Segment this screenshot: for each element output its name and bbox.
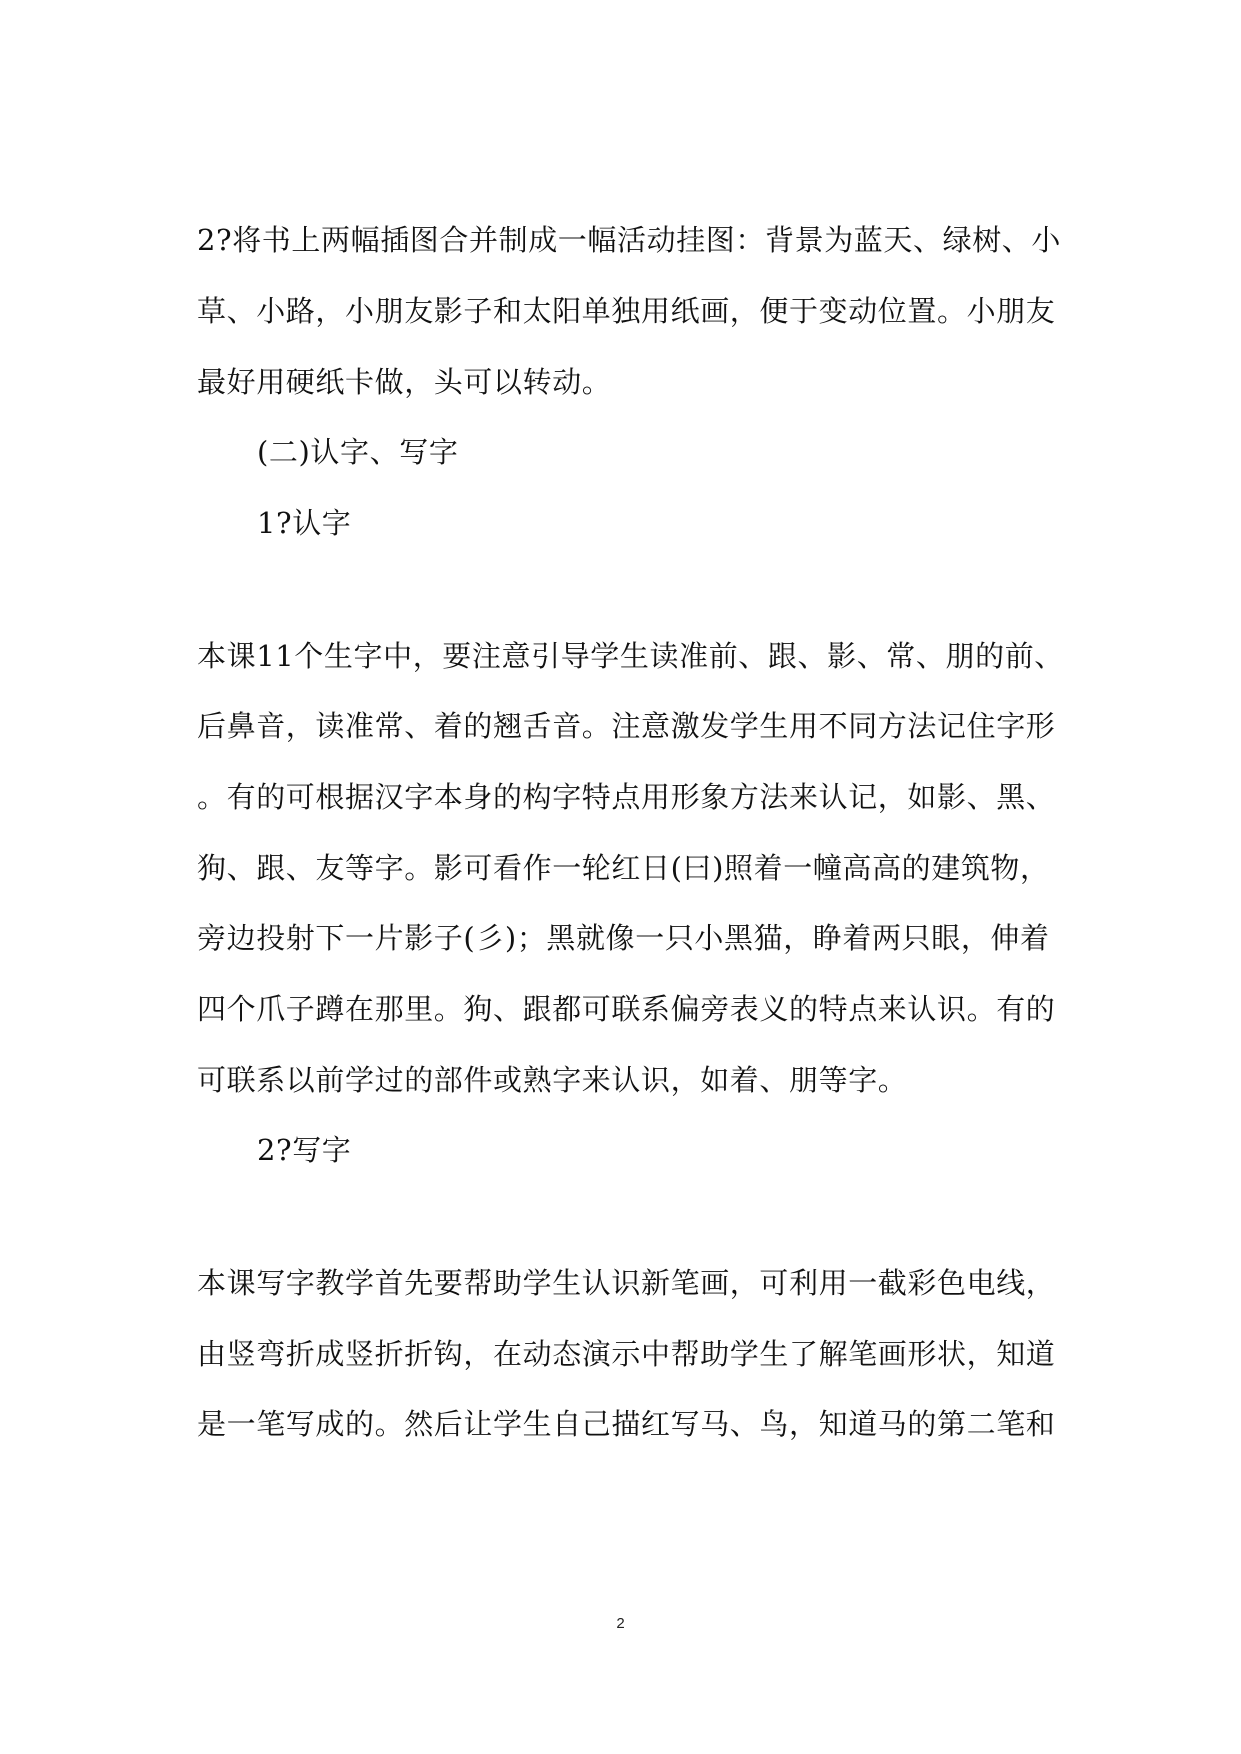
paragraph-line: 可联系以前学过的部件或熟字来认识，如着、朋等字。 <box>197 1063 908 1097</box>
paragraph-line: 狗、跟、友等字。影可看作一轮红日(曰)照着一幢高高的建筑物， <box>197 851 1050 885</box>
paragraph-line: 草、小路，小朋友影子和太阳单独用纸画，便于变动位置。小朋友 <box>197 294 1056 328</box>
paragraph-line: 由竖弯折成竖折折钩，在动态演示中帮助学生了解笔画形状，知道 <box>197 1337 1056 1371</box>
paragraph-line: 是一笔写成的。然后让学生自己描红写马、鸟，知道马的第二笔和 <box>197 1407 1056 1441</box>
paragraph-line: 旁边投射下一片影子(彡)；黑就像一只小黑猫，睁着两只眼，伸着 <box>197 921 1050 955</box>
paragraph-line: 。有的可根据汉字本身的构字特点用形象方法来认记，如影、黑、 <box>197 780 1056 814</box>
subsection-heading: 2?写字 <box>257 1133 352 1167</box>
paragraph-line: 最好用硬纸卡做，头可以转动。 <box>197 365 612 399</box>
paragraph-line: 后鼻音，读准常、着的翘舌音。注意激发学生用不同方法记住字形 <box>197 709 1056 743</box>
paragraph-line: 2?将书上两幅插图合并制成一幅活动挂图：背景为蓝天、绿树、小 <box>197 223 1061 257</box>
section-heading: (二)认字、写字 <box>257 435 459 469</box>
paragraph-line: 本课写字教学首先要帮助学生认识新笔画，可利用一截彩色电线， <box>197 1266 1056 1300</box>
subsection-heading: 1?认字 <box>257 506 352 540</box>
page-number: 2 <box>616 1615 625 1632</box>
paragraph-line: 四个爪子蹲在那里。狗、跟都可联系偏旁表义的特点来认识。有的 <box>197 992 1056 1026</box>
paragraph-line: 本课11个生字中，要注意引导学生读准前、跟、影、常、朋的前、 <box>197 639 1064 673</box>
